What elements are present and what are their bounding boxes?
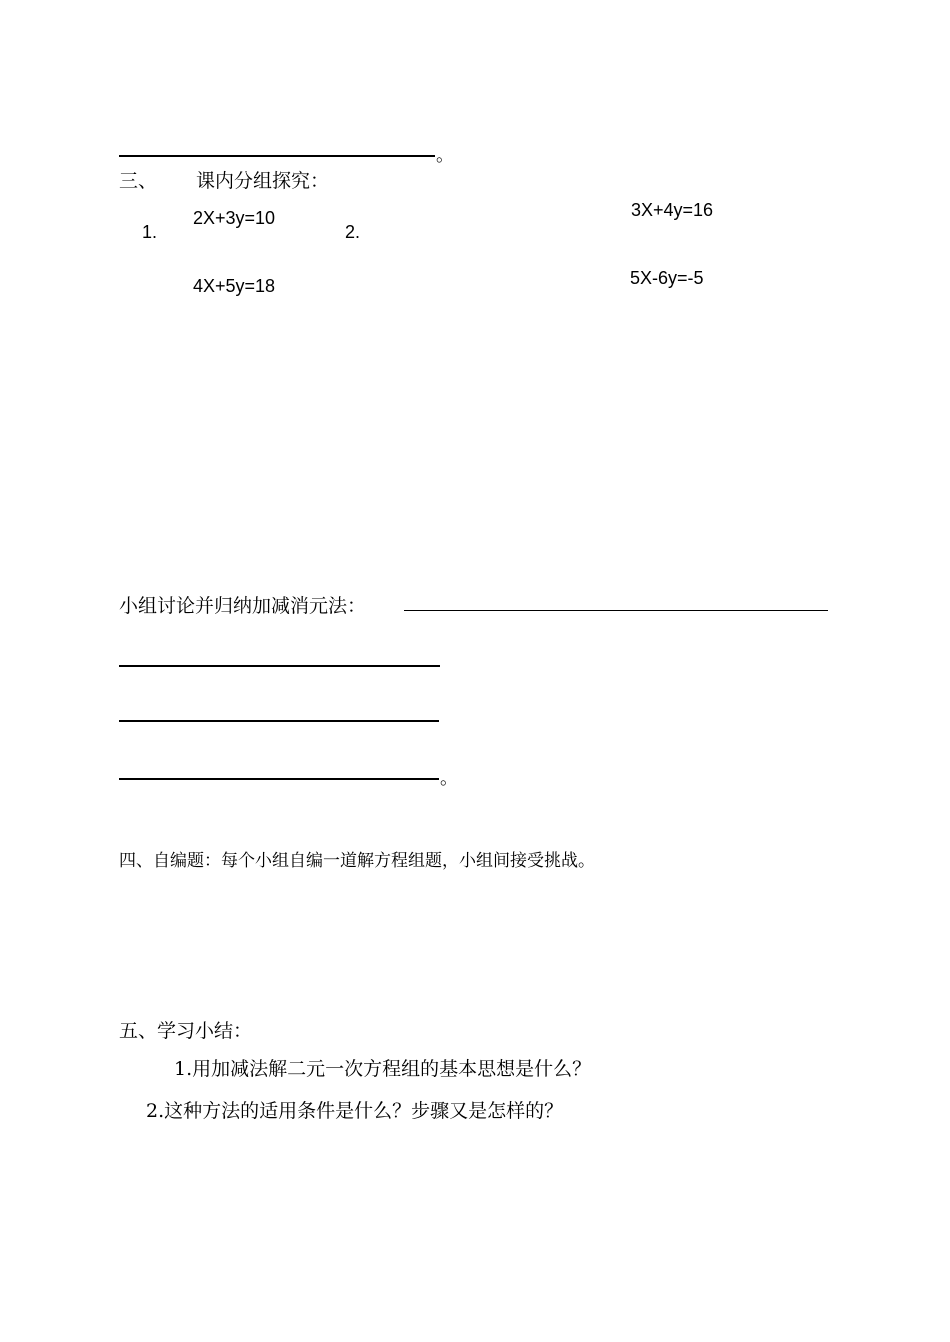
section3-heading-number: 三、 <box>119 170 158 192</box>
answer-line-top[interactable] <box>119 155 435 157</box>
summary-answer-line-3[interactable] <box>119 720 439 722</box>
summary-prompt: 小组讨论并归纳加减消元法： <box>119 595 367 617</box>
problem2-equation2: 5X-6y=-5 <box>630 268 704 288</box>
problem2-number: 2. <box>345 222 361 242</box>
problem1-equation1: 2X+3y=10 <box>193 208 276 228</box>
problem1-equation2: 4X+5y=18 <box>193 276 276 296</box>
section5-question1: 1.用加减法解二元一次方程组的基本思想是什么？ <box>174 1058 592 1080</box>
summary-answer-line-4[interactable] <box>119 778 439 780</box>
summary-answer-line-1[interactable] <box>404 610 828 611</box>
section5-question2: 2.这种方法的适用条件是什么？步骤又是怎样的？ <box>146 1100 564 1122</box>
summary-answer-line-2[interactable] <box>119 665 440 667</box>
problem1-number: 1. <box>142 222 158 242</box>
end-mark-top: 。 <box>436 145 454 166</box>
section3-heading-text: 课内分组探究： <box>196 170 330 192</box>
section5-heading: 五、学习小结： <box>119 1020 253 1042</box>
section4-heading: 四、自编题：每个小组自编一道解方程组题，小组间接受挑战。 <box>119 851 595 871</box>
summary-end-mark: 。 <box>440 768 458 789</box>
problem2-equation1: 3X+4y=16 <box>631 200 714 220</box>
